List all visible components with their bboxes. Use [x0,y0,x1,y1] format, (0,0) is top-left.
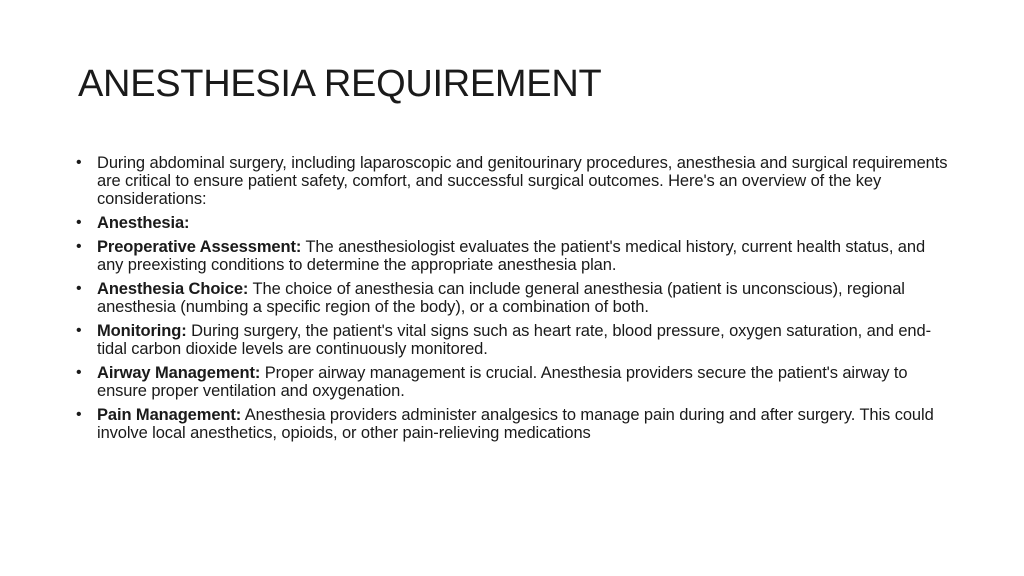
bullet-lead: Monitoring: [97,322,187,340]
bullet-lead: Pain Management: [97,406,242,424]
bullet-item-pain-management [76,406,948,442]
bullet-text: During surgery, the patient's vital signs such as heart rate, blood pressure, oxygen saturation, and end-tidal carbon dioxide levels are continuously monitored. [97,322,931,358]
bullet-lead: Anesthesia: [97,214,190,232]
bullet-item-airway-management [76,364,948,400]
bullet-dot-icon: • [76,214,82,231]
bullet-text: The choice of anesthesia can include general anesthesia (patient is unconscious), regional anesthesia (numbing a specific region of the body), or a combination of both. [97,280,905,316]
bullet-lead: Airway Management: [97,364,261,382]
bullet-item-preoperative-assessment [76,238,948,274]
bullet-item-monitoring [76,322,948,358]
bullet-text: Proper airway management is crucial. Anesthesia providers secure the patient's airway to ensure proper ventilation and oxygenation. [97,364,908,400]
bullet-dot-icon: • [76,322,82,339]
bullet-dot-icon: • [76,238,82,255]
bullet-dot-icon: • [76,154,82,171]
bullet-text: Anesthesia providers administer analgesics to manage pain during and after surgery. This could involve local anesthetics, opioids, or other pain-relieving medications [97,406,934,442]
bullet-dot-icon: • [76,364,82,381]
bullet-dot-icon: • [76,280,82,297]
bullet-item-anesthesia-choice [76,280,948,316]
slide-title: ANESTHESIA REQUIREMENT [78,63,602,105]
bullet-item-anesthesia [76,214,948,232]
bullet-text: The anesthesiologist evaluates the patient's medical history, current health status, and any preexisting conditions to determine the appropriate anesthesia plan. [97,238,926,274]
bullet-item-overview [76,154,948,208]
bullet-lead: Preoperative Assessment: [97,238,302,256]
bullet-lead: Anesthesia Choice: [97,280,249,298]
bullet-list [76,154,948,448]
bullet-dot-icon: • [76,406,82,423]
bullet-text: During abdominal surgery, including laparoscopic and genitourinary procedures, anesthesia and surgical requirements are critical to ensure patient safety, comfort, and successful surgical outcomes. Here's an overview of the key considerations: [97,154,948,208]
